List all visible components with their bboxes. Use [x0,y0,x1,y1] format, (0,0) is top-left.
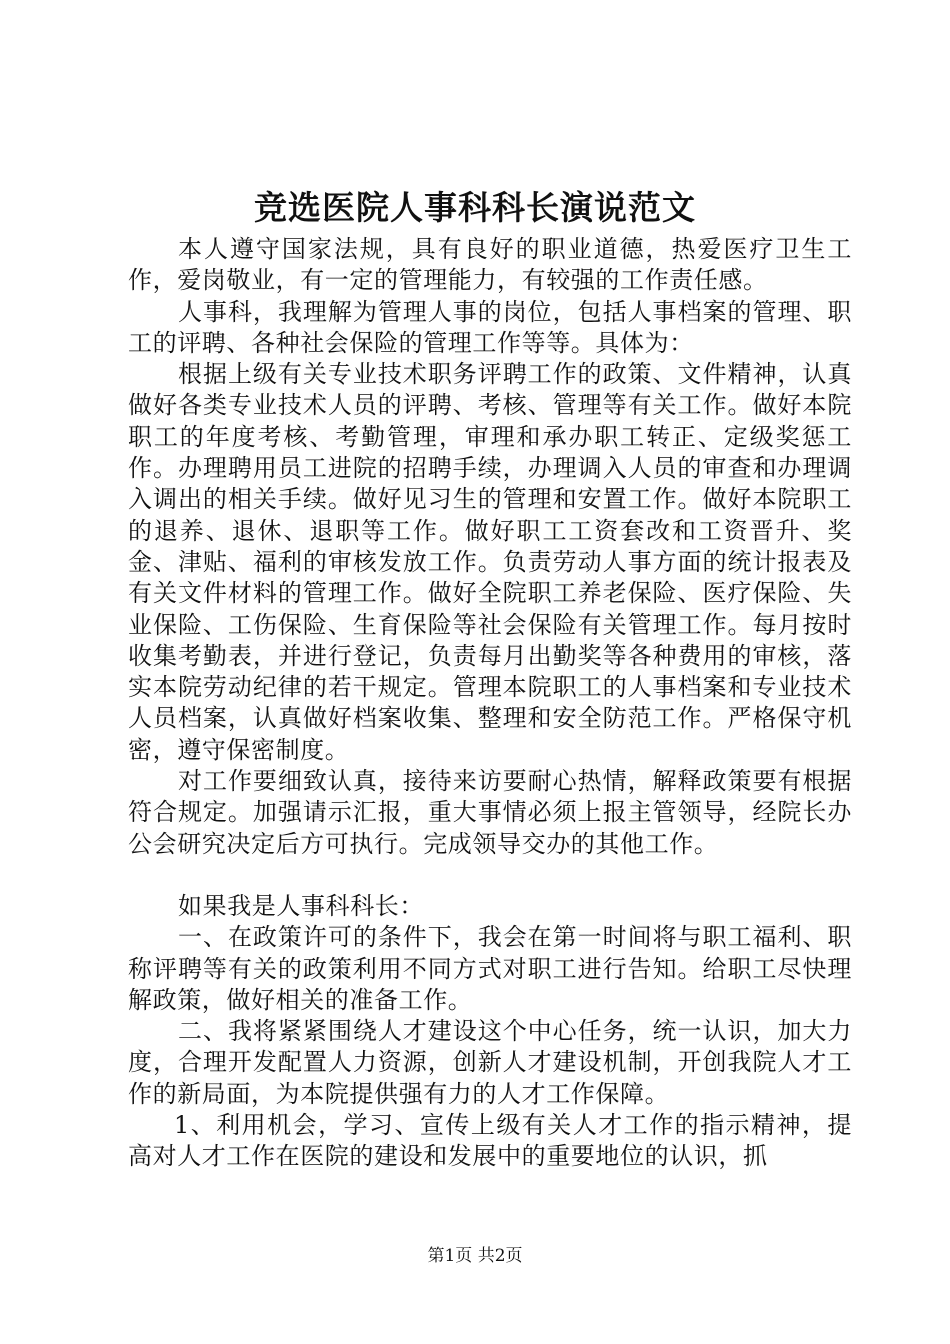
page-number-footer: 第1页 共2页 [427,1246,523,1266]
paragraph-6: 一、在政策许可的条件下，我会在第一时间将与职工福利、职称评聘等有关的政策利用不同方式对职工进行告知。给职工尽快理解政策，做好相关的准备工作。 [128,923,852,1014]
paragraph-4: 对工作要细致认真，接待来访要耐心热情，解释政策要有根据符合规定。加强请示汇报，重大事情必须上报主管领导，经院长办公会研究决定后方可执行。完成领导交办的其他工作。 [128,767,852,858]
paragraph-8: 1、利用机会，学习、宣传上级有关人才工作的指示精神，提高对人才工作在医院的建设和发展中的重要地位的认识，抓 [128,1111,852,1171]
paragraph-5: 如果我是人事科科长： [178,891,424,920]
paragraph-7: 二、我将紧紧围绕人才建设这个中心任务，统一认识，加大力度，合理开发配置人力资源，创新人才建设机制，开创我院人才工作的新局面，为本院提供强有力的人才工作保障。 [128,1017,852,1108]
paragraph-2: 人事科，我理解为管理人事的岗位，包括人事档案的管理、职工的评聘、各种社会保险的管理工作等等。具体为： [128,297,852,357]
document-body [128,234,852,1173]
paragraph-3: 根据上级有关专业技术职务评聘工作的政策、文件精神，认真做好各类专业技术人员的评聘、考核、管理等有关工作。做好本院职工的年度考核、考勤管理，审理和承办职工转正、定级奖惩工作。办理聘用员工进院的招聘手续，办理调入人员的审查和办理调入调出的相关手续。做好见习生的管理和安置工作。做好本院职工的退养、退休、退职等工作。做好职工工资套改和工资晋升、奖金、津贴、福利的审核发放工作。负责劳动人事方面的统计报表及有关文件材料的管理工作。做好全院职工养老保险、医疗保险、失业保险、工伤保险、生育保险等社会保险有关管理工作。每月按时收集考勤表，并进行登记，负责每月出勤奖等各种费用的审核，落实本院劳动纪律的若干规定。管理本院职工的人事档案和专业技术人员档案，认真做好档案收集、整理和安全防范工作。严格保守机密，遵守保密制度。 [128,360,852,764]
paragraph-1: 本人遵守国家法规，具有良好的职业道德，热爱医疗卫生工作，爱岗敬业，有一定的管理能力，有较强的工作责任感。 [128,235,852,295]
document-title: 竞选医院人事科科长演说范文 [254,188,696,227]
